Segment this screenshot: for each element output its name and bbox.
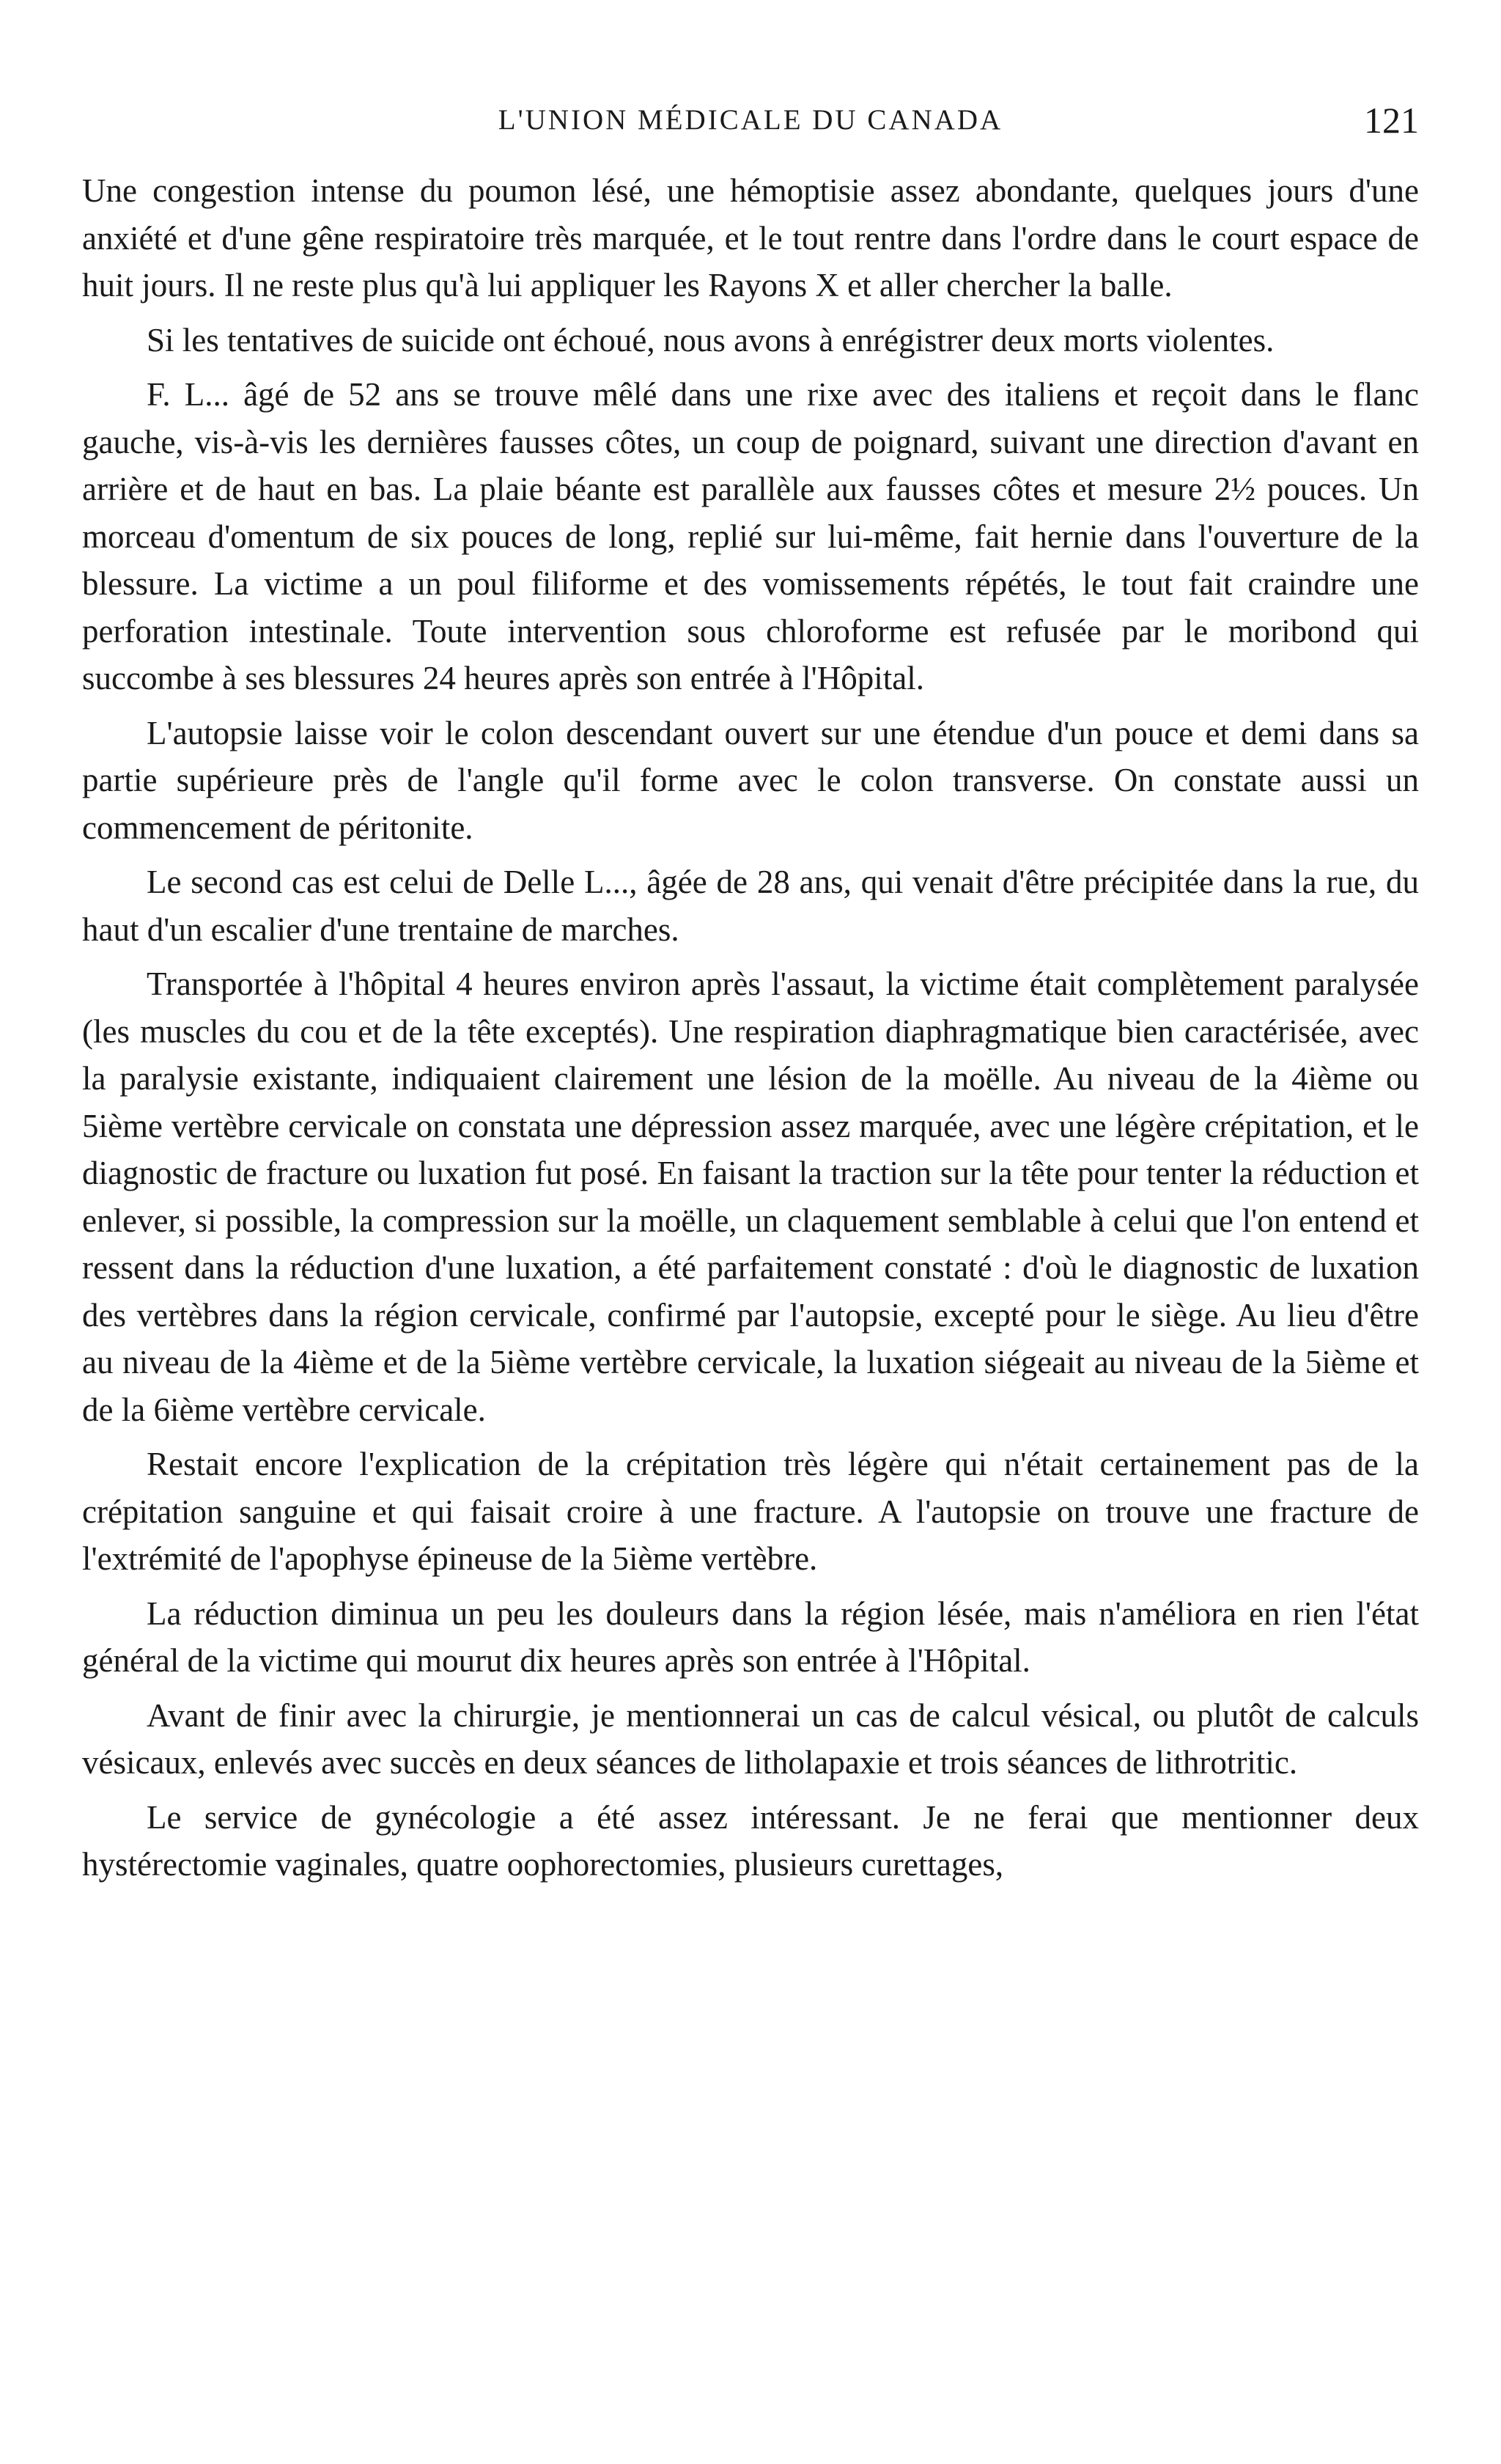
paragraph-5: Le second cas est celui de Delle L..., âgée de 28 ans, qui venait d'être précipitée dans la rue, du haut d'un escalier d'une trentaine de marches. [82,864,1419,948]
journal-title: L'UNION MÉDICALE DU CANADA [498,104,1003,136]
paragraph-4: L'autopsie laisse voir le colon descendant ouvert sur une étendue d'un pouce et demi dans sa partie supérieure près de l'angle qu'il forme avec le colon transverse. On constate aussi un commencement de péritonite. [82,714,1419,846]
running-head [82,98,1419,142]
paragraph-2: Si les tentatives de suicide ont échoué, nous avons à enrégistrer deux morts violentes. [147,321,1275,358]
paragraph-6: Transportée à l'hôpital 4 heures environ après l'assaut, la victime était complètement paralysée (les muscles du cou et de la tête exceptés). Une respiration diaphragmatique bien caractérisée, avec la paralysie existante, indiquaient clairement une lésion de la moëlle. Au niveau de la 4ième ou 5ième vertèbre cervicale on constata une dépression assez marquée, avec une légère crépitation, et le diagnostic de fracture ou luxation fut posé. En faisant la traction sur la tête pour tenter la réduction et enlever, si possible, la compression sur la moëlle, un claquement semblable à celui que l'on entend et ressent dans la réduction d'une luxation, a été parfaitement constaté : d'où le diagnostic de luxation des vertèbres dans la région cervicale, confirmé par l'autopsie, excepté pour le siège. Au lieu d'être au niveau de la 4ième et de la 5ième vertèbre cervicale, la luxation siégeait au niveau de la 5ième et de la 6ième vertèbre cervicale. [82,966,1419,1428]
paragraph-1: Une congestion intense du poumon lésé, une hémoptisie assez abondante, quelques jours d'une anxiété et d'une gêne respiratoire très marquée, et le tout rentre dans l'ordre dans le court espace de huit jours. Il ne reste plus qu'à lui appliquer les Rayons X et aller chercher la balle. [82,172,1419,304]
paragraph-7: Restait encore l'explication de la crépitation très légère qui n'était certainement pas de la crépitation sanguine et qui faisait croire à une fracture. A l'autopsie on trouve une fracture de l'extrémité de l'apophyse épineuse de la 5ième vertèbre. [82,1446,1419,1577]
body-text [82,167,1419,1896]
paragraph-3: F. L... âgé de 52 ans se trouve mêlé dans une rixe avec des italiens et reçoit dans le flanc gauche, vis-à-vis les dernières fausses côtes, un coup de poignard, suivant une direction d'avant en arrière et de haut en bas. La plaie béante est parallèle aux fausses côtes et mesure 2½ pouces. Un morceau d'omentum de six pouces de long, replié sur lui-même, fait hernie dans l'ouverture de la blessure. La victime a un poul filiforme et des vomissements répétés, le tout fait craindre une perforation intestinale. Toute intervention sous chloroforme est refusée par le moribond qui succombe à ses blessures 24 heures après son entrée à l'Hôpital. [82,376,1419,696]
paragraph-9: Avant de finir avec la chirurgie, je mentionnerai un cas de calcul vésical, ou plutôt de calculs vésicaux, enlevés avec succès en deux séances de litholapaxie et trois séances de lithrotritic. [82,1696,1419,1781]
paragraph-10: Le service de gynécologie a été assez intéressant. Je ne ferai que mentionner deux hystérectomie vaginales, quatre oophorectomies, plusieurs curettages, [82,1798,1419,1883]
paragraph-8: La réduction diminua un peu les douleurs dans la région lésée, mais n'améliora en rien l'état général de la victime qui mourut dix heures après son entrée à l'Hôpital. [82,1595,1419,1679]
page-number: 121 [1364,100,1419,141]
